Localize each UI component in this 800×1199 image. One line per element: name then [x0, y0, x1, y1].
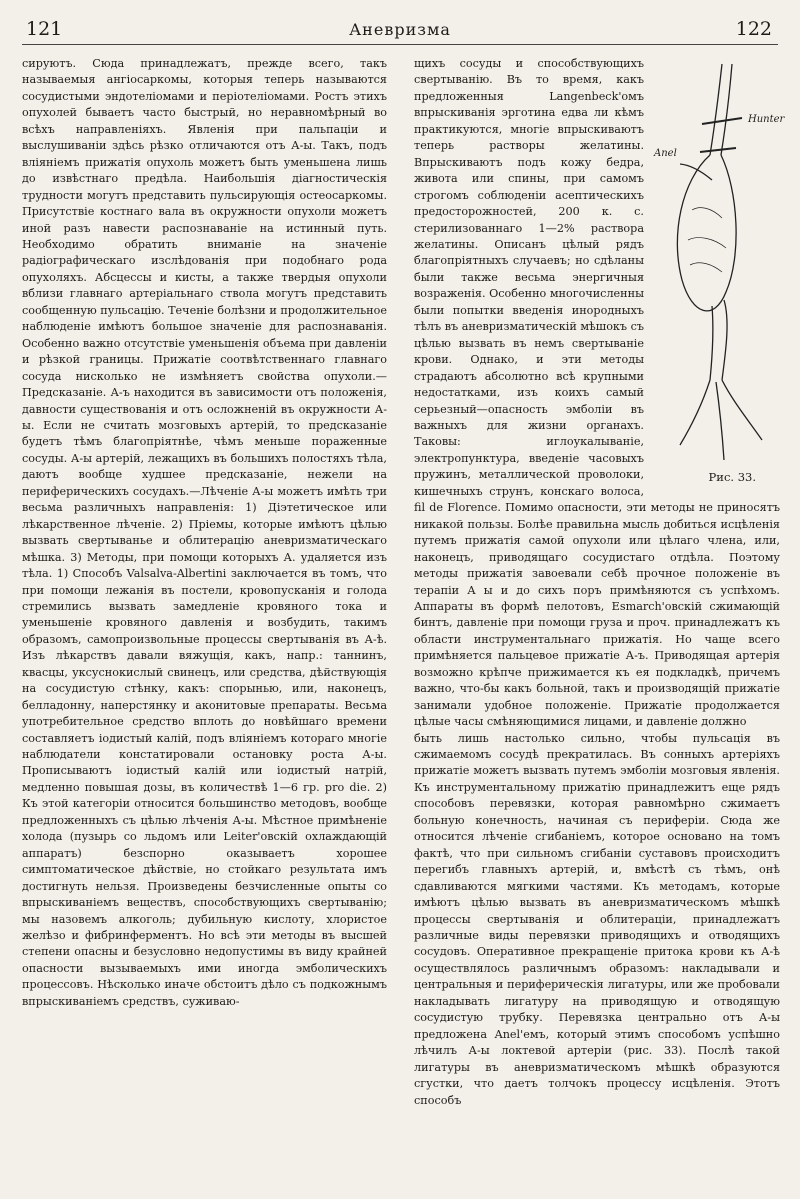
figure-label-anel: Anel: [654, 148, 677, 159]
left-column-text: сируютъ. Сюда принадлежатъ, прежде всего, такъ называемыя ангіосаркомы, которыя теперь называются сосудистыми эндотеліомами и періотеліомами. Ростъ этихъ опухолей бываетъ часто быстрый, но неравномѣрный во всѣхъ направленіяхъ. Явленія при пальпаціи и выслушиваніи здѣсь рѣзко отличаются отъ А-ы. Такъ, подъ вліяніемъ прижатія опухоль можетъ быть уменьшена лишь до извѣстнаго предѣла. Наибольшія діагностическія трудности могутъ представить пульсирующія остеосаркомы. Присутствіе костнаго вала въ окружности опухоли можетъ иной разъ навести распознаваніе на истинный путь. Необходимо обратить вниманіе на значеніе радіографическаго изслѣдованія при подобнаго рода опухоляхъ. Абсцессы и кисты, а также твердыя опухоли вблизи главнаго артеріальнаго ствола могутъ представить сообщенную пульсацію. Теченіе болѣзни и продолжительное наблюденіе имѣютъ большое значеніе для распознаванія. Особенно важно отсутствіе уменьшенія объема при давленіи и рѣзкой границы. Прижатіе соотвѣтственнаго главнаго сосуда нисколько не измѣняетъ свойства опухоли.—Предсказаніе. А-ъ находится въ зависимости отъ положенія, давности существованія и отъ осложненій въ окружности А-ы. Если не считать мозговыхъ артерій, то предсказаніе будетъ тѣмъ благопріятнѣе, чѣмъ меньше пораженные сосуды. А-ы артерій, лежащихъ въ большихъ полостяхъ тѣла, даютъ вообще худшее предсказаніе, нежели на периферическихъ сосудахъ.—Лѣченіе А-ы можетъ имѣть три весьма различныхъ направленія: 1) Діэтетическое или лѣкарственное лѣченіе. 2) Пріемы, которые имѣютъ цѣлью вызвать свертыванье и облитерацію аневризматическаго мѣшка. 3) Методы, при помощи которыхъ А. удаляется изъ тѣла. 1) Способъ Valsalva-Albertini заключается въ томъ, что при помощи лежанія въ постели, кровопусканія и голода стремились вызвать замедленіе кровяного тока и уменьшеніе кровяного давленія и возбудить, такимъ образомъ, самопроизвольные процессы свертыванія въ А-ѣ. Изъ лѣкарствъ давали вяжущія, какъ, напр.: таннинъ, квасцы, уксуснокислый свинецъ, или средства, дѣйствующія на сосудистую стѣнку, какъ: спорынью, или, наконецъ, белладонну, наперстянку и аконитовые препараты. Весьма употребительное средство вплоть до новѣйшаго времени составляетъ іодистый калій, подъ вліяніемъ котораго многіе наблюдатели констатировали остановку роста А-ы. Прописываютъ іодистый калій или іодистый натрій, медленно повышая дозы, въ количествѣ 1—6 гр. pro die. 2) Къ этой категоріи относится большинство методовъ, вообще предложенныхъ съ цѣлью лѣченія А-ы. Мѣстное примѣненіе холода (пузырь со льдомъ или Leiter'овскій охлаждающій аппаратъ) безспорно оказываетъ хорошее симптоматическое дѣйствіе, но стойкаго результата имъ достигнуть нельзя. Произведены безчисленные опыты со впрыскиваніемъ веществъ, способствующихъ свертыванію; мы назовемъ алкоголь; дубильную кислоту, хлористое желѣзо и фибринферментъ. Но всѣ эти методы въ высшей степени опасны и безусловно недопустимы въ виду крайней опасности вызываемыхъ ими иногда эмболическихъ процессовъ. Нѣсколько иначе обстоитъ дѣло съ подкожнымъ впрыскиваніемъ средствъ, суживаю-: [22, 57, 387, 1008]
page-number-left: 121: [26, 18, 63, 40]
figure-caption: Рис. 33.: [708, 469, 756, 484]
page-number-right: 122: [735, 18, 772, 40]
running-title: Аневризма: [349, 20, 451, 39]
right-column-text-bottom: быть лишь настолько сильно, чтобы пульсація въ сжимаемомъ сосудѣ прекратилась. Въ сонныхъ артеріяхъ прижатіе можетъ вызвать путемъ эмболіи мозговыя явленія. Къ инструментальному прижатію принадлежитъ еще рядъ способовъ перевязки, которая равномѣрно сжимаетъ больную конечность, начиная съ периферіи. Сюда же относится лѣченіе сгибаніемъ, которое основано на томъ фактѣ, что при сильномъ сгибаніи суставовъ происходитъ перегибъ главныхъ артерій, и, вмѣстѣ съ тѣмъ, онѣ сдавливаются мягкими частями. Къ методамъ, которые имѣютъ цѣлью вызвать въ аневризматическомъ мѣшкѣ процессы свертыванія и облитераціи, принадлежатъ различные виды перевязки приводящихъ и отводящихъ сосудовъ. Оперативное прекращеніе притока крови къ А-ѣ осуществлялось различнымъ образомъ: накладывали и центральныя и периферическія лигатуры, или же пробовали накладывать лигатуру на приводящую и отводящую сосудистую трубку. Перевязка центрально отъ А-ы предложена Anel'емъ, который этимъ способомъ успѣшно лѣчилъ А-ы локтевой артеріи (рис. 33). Послѣ такой лигатуры въ аневризматическомъ мѣшкѣ образуются сгустки, что даетъ толчокъ процессу исцѣленія. Этотъ способъ: [414, 731, 780, 1107]
figure-33: [652, 60, 784, 485]
figure-label-hunter: Hunter: [748, 114, 785, 125]
right-column-text-top: щихъ сосуды и способствующихъ свертыванію. Въ то время, какъ предложенныя Langenbeck'омъ впрыскиванія эрготина едва ли кѣмъ практикуются, многіе впрыскиваютъ теперь растворы желатины. Впрыскиваютъ подъ кожу бедра, живота или спины, при самомъ строгомъ соблюденіи асептическихъ предосторожностей, 200 к. с. стерилизованнаго 1—2% раствора желатины. Описанъ цѣлый рядъ благопріятныхъ случаевъ; но сдѣланы были также весьма энергичныя возраженія. Особенно многочисленны были попытки введенія инородныхъ тѣлъ въ аневризматическій мѣшокъ съ цѣлью вызвать въ немъ свертываніе крови. Однако, и эти методы страдаютъ абсолютно всѣ крупными недостатками, изъ коихъ самый серьезный—опасность эмболіи въ важныхъ для жизни органахъ. Таковы: иглоукалываніе, электропунктура, введеніе часовыхъ пружинъ, металлической проволоки, кишечныхъ струнъ, конскаго волоса, fil de Florence. Помимо опасности, эти методы не приносятъ никакой пользы. Болѣе правильна мысль добиться исцѣленія путемъ прижатія самой опухоли или цѣлаго члена, или, наконецъ, приводящаго сосудистаго отдѣла. Поэтому методы прижатія завоевали себѣ прочное положеніе въ терапіи А ы и до сихъ поръ примѣняются съ успѣхомъ. Аппараты въ формѣ пелотовъ, Esmarch'овскій сжимающій бинтъ, давленіе при помощи груза и проч. принадлежатъ къ области инструментальнаго прижатія. Но чаще всего примѣняется пальцевое прижатіе А-ъ. Приводящая артерія возможно крѣпче прижимается къ ея подкладкѣ, причемъ важно, что-бы какъ больной, такъ и производящій прижатіе занимали удобное положеніе. Прижатіе продолжается цѣлые часы смѣняющимися лицами, и давленіе должно: [414, 57, 780, 729]
running-header: [22, 14, 778, 45]
right-column: [414, 56, 785, 1188]
left-column: [22, 56, 387, 1188]
